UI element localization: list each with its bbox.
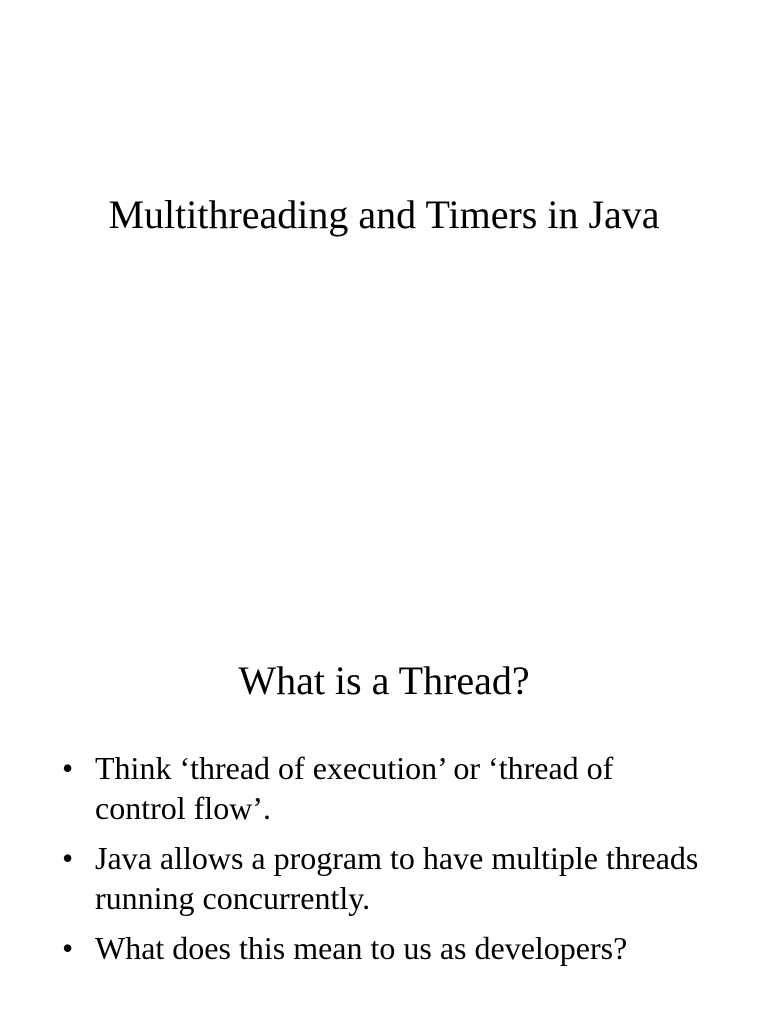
bullet-item: [62, 838, 702, 918]
bullet-item: [62, 928, 702, 968]
bullet-marker: •: [62, 930, 74, 966]
bullet-text: Java allows a program to have multiple threads running concurrently.: [95, 840, 699, 916]
bullet-marker: •: [62, 750, 74, 786]
bullet-marker: •: [62, 840, 74, 876]
bullet-text: What does this mean to us as developers?: [95, 930, 628, 966]
bullet-list: [62, 748, 702, 978]
bullet-text: Think ‘thread of execution’ or ‘thread of control flow’.: [95, 750, 614, 826]
slide-2-title: What is a Thread?: [238, 658, 530, 703]
slide-1-title: Multithreading and Timers in Java: [108, 192, 660, 237]
bullet-item: [62, 748, 702, 828]
